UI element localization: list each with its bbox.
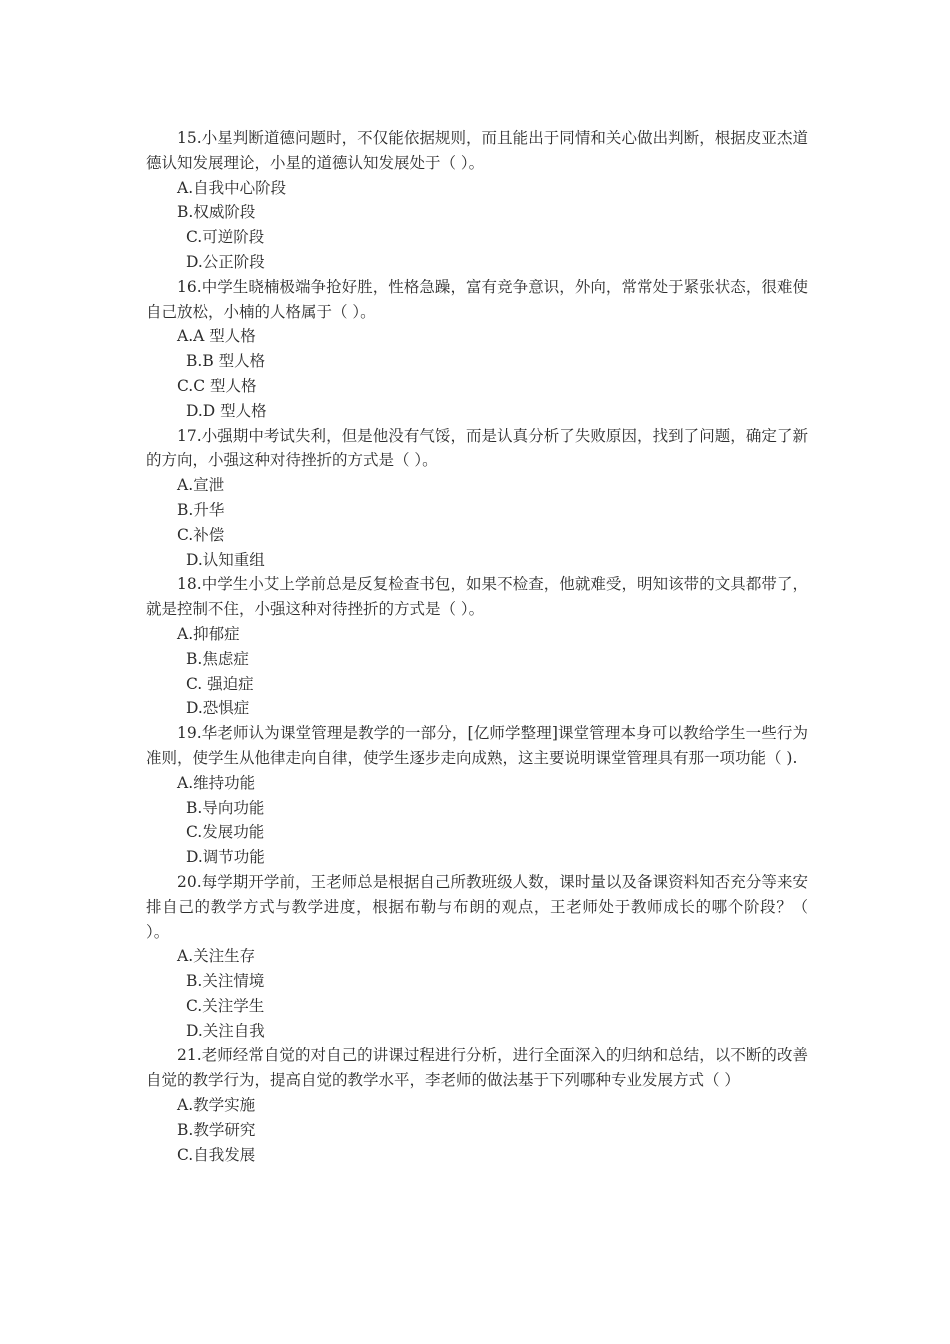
question-list [146,126,808,1167]
option-a: A.抑郁症 [177,624,240,643]
option-b: B.焦虑症 [186,649,249,668]
option-c: C. 强迫症 [186,674,254,693]
option-c: C.C 型人格 [177,376,257,395]
question-21: 21.老师经常自觉的对自己的讲课过程进行分析，进行全面深入的归纳和总结，以不断的改善自觉的教学行为，提高自觉的教学水平，李老师的做法基于下列哪种专业发展方式（ ） [146,1046,808,1090]
option-b: B.关注情境 [186,972,265,991]
option-b: B.导向功能 [186,798,265,817]
option-a: A.教学实施 [177,1096,256,1115]
option-d: D.认知重组 [186,550,265,569]
option-c: C.补偿 [177,525,225,544]
option-a: A.宣泄 [177,476,225,495]
option-c: C.发展功能 [186,823,265,842]
option-d: D.恐惧症 [186,699,250,718]
question-15: 15.小星判断道德问题时，不仅能依据规则，而且能出于同情和关心做出判断，根据皮亚杰道德认知发展理论，小星的道德认知发展处于（ ）。 [146,129,808,172]
option-d: D.调节功能 [186,848,265,867]
question-20: 20.每学期开学前，王老师总是根据自己所教班级人数，课时量以及备课资料知否充分等来安排自己的教学方式与教学进度，根据布勒与布朗的观点，王老师处于教师成长的哪个阶段？（ ）。 [146,872,808,941]
option-b: B.教学研究 [177,1120,256,1139]
question-17: 17.小强期中考试失利，但是他没有气馁，而是认真分析了失败原因，找到了问题，确定了新的方向，小强这种对待挫折的方式是（ ）。 [146,426,808,470]
option-b: B.权威阶段 [177,203,256,222]
question-18: 18.中学生小艾上学前总是反复检查书包，如果不检查，他就难受，明知该带的文具都带了，就是控制不住，小强这种对待挫折的方式是（ ）。 [146,575,808,619]
option-d: D.公正阶段 [186,252,265,271]
option-d: D.关注自我 [186,1021,265,1040]
option-a: A.自我中心阶段 [177,178,287,197]
option-a: A.关注生存 [177,947,256,966]
option-a: A.维持功能 [177,773,256,792]
option-a: A.A 型人格 [177,327,256,346]
option-b: B.B 型人格 [186,352,266,371]
option-d: D.D 型人格 [186,401,267,420]
option-c: C.关注学生 [186,996,265,1015]
option-c: C.可逆阶段 [186,228,265,247]
question-19: 19.华老师认为课堂管理是教学的一部分，[亿师学整理]课堂管理本身可以教给学生一些行为准则，使学生从他律走向自律，使学生逐步走向成熟，这主要说明课堂管理具有那一项功能（ ). [146,724,808,767]
option-c: C.自我发展 [177,1145,256,1164]
question-16: 16.中学生晓楠极端争抢好胜，性格急躁，富有竞争意识，外向，常常处于紧张状态，很难使自己放松，小楠的人格属于（ ）。 [146,277,808,321]
option-b: B.升华 [177,500,225,519]
